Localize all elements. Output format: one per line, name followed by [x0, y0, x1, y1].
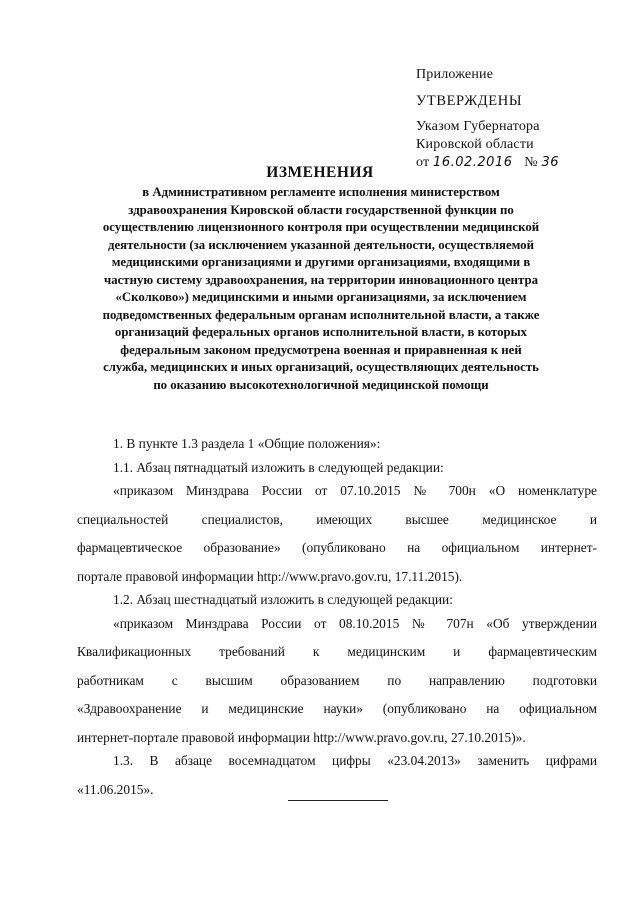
closing-rule — [288, 800, 388, 801]
paragraph-1-1: 1.1. Абзац пятнадцатый изложить в следующей редакции: — [113, 459, 444, 475]
text-line: Квалификационных требований к медицинским и фармацевтическим — [77, 644, 597, 659]
text-line: интернет-портале правовой информации http://www.pravo.gov.ru, 27.10.2015)». — [77, 729, 526, 745]
subtitle-line: по оказанию высокотехнологичной медицинской помощи — [153, 377, 489, 392]
number-prefix: № — [524, 155, 538, 170]
text-line: «приказом Минздрава России от 07.10.2015 № 700н «О номенклатуре — [113, 483, 597, 498]
subtitle-line: служба, медицинских и иных организаций, осуществляющих деятельность — [103, 360, 539, 374]
date-prefix: от — [416, 155, 430, 170]
decree-line-1: Указом Губернатора — [416, 119, 540, 134]
subtitle-line: федеральным законом предусмотрена военная и приравненная к ней — [120, 342, 522, 357]
paragraph-1: 1. В пункте 1.3 раздела 1 «Общие положения»: — [113, 436, 381, 451]
approved-label: УТВЕРЖДЕНЫ — [416, 93, 523, 109]
appendix-label: Приложение — [416, 67, 494, 82]
text-line: «Здравоохранение и медицинские науки» (опубликовано на официальном — [77, 701, 597, 716]
paragraph-order-700n — [77, 479, 597, 588]
paragraph-order-707n — [77, 612, 597, 750]
text-line: портале правовой информации http://www.pravo.gov.ru, 17.11.2015). — [77, 568, 463, 584]
decree-number: 36 — [541, 155, 559, 170]
paragraph-1-3 — [77, 749, 597, 801]
subtitle-line: деятельности (за исключением указанной деятельности, осуществляемой — [108, 237, 534, 252]
approval-block — [416, 66, 616, 172]
text-line: фармацевтическое образование» (опубликовано на официальном интернет- — [77, 540, 597, 555]
text-line: специальностей специалистов, имеющих высшее медицинское и — [77, 511, 597, 527]
document-body — [77, 432, 597, 801]
subtitle-line: организаций федеральных органов исполнительной власти, в которых — [114, 325, 528, 339]
subtitle-line: частную систему здравоохранения, на территории инновационного центра — [104, 272, 538, 287]
subtitle-line: осуществлению лицензионного контроля при осуществлении медицинской — [102, 220, 540, 234]
subtitle-line: подведомственных федеральным органам исполнительной власти, а также — [102, 307, 540, 322]
document-title: ИЗМЕНЕНИЯ — [266, 164, 374, 181]
document-subtitle — [70, 184, 572, 394]
decree-date: 16.02.2016 — [433, 155, 513, 170]
decree-line-2: Кировской области — [416, 137, 534, 152]
paragraph-1-2: 1.2. Абзац шестнадцатый изложить в следующей редакции: — [113, 592, 453, 607]
subtitle-line: в Административном регламенте исполнения министерством — [142, 185, 500, 199]
subtitle-line: «Сколково») медицинскими и иными организациями, за исключением — [115, 290, 527, 304]
subtitle-line: медицинскими организациями и другими организациями, входящими в — [111, 255, 531, 269]
text-line: «11.06.2015». — [77, 781, 154, 797]
text-line: работникам с высшим образованием по направлению подготовки — [77, 672, 597, 688]
subtitle-line: здравоохранения Кировской области государственной функции по — [128, 202, 514, 217]
text-line: 1.3. В абзаце восемнадцатом цифры «23.04.2013» заменить цифрами — [113, 753, 597, 768]
text-line: «приказом Минздрава России от 08.10.2015 № 707н «Об утверждении — [113, 615, 597, 631]
